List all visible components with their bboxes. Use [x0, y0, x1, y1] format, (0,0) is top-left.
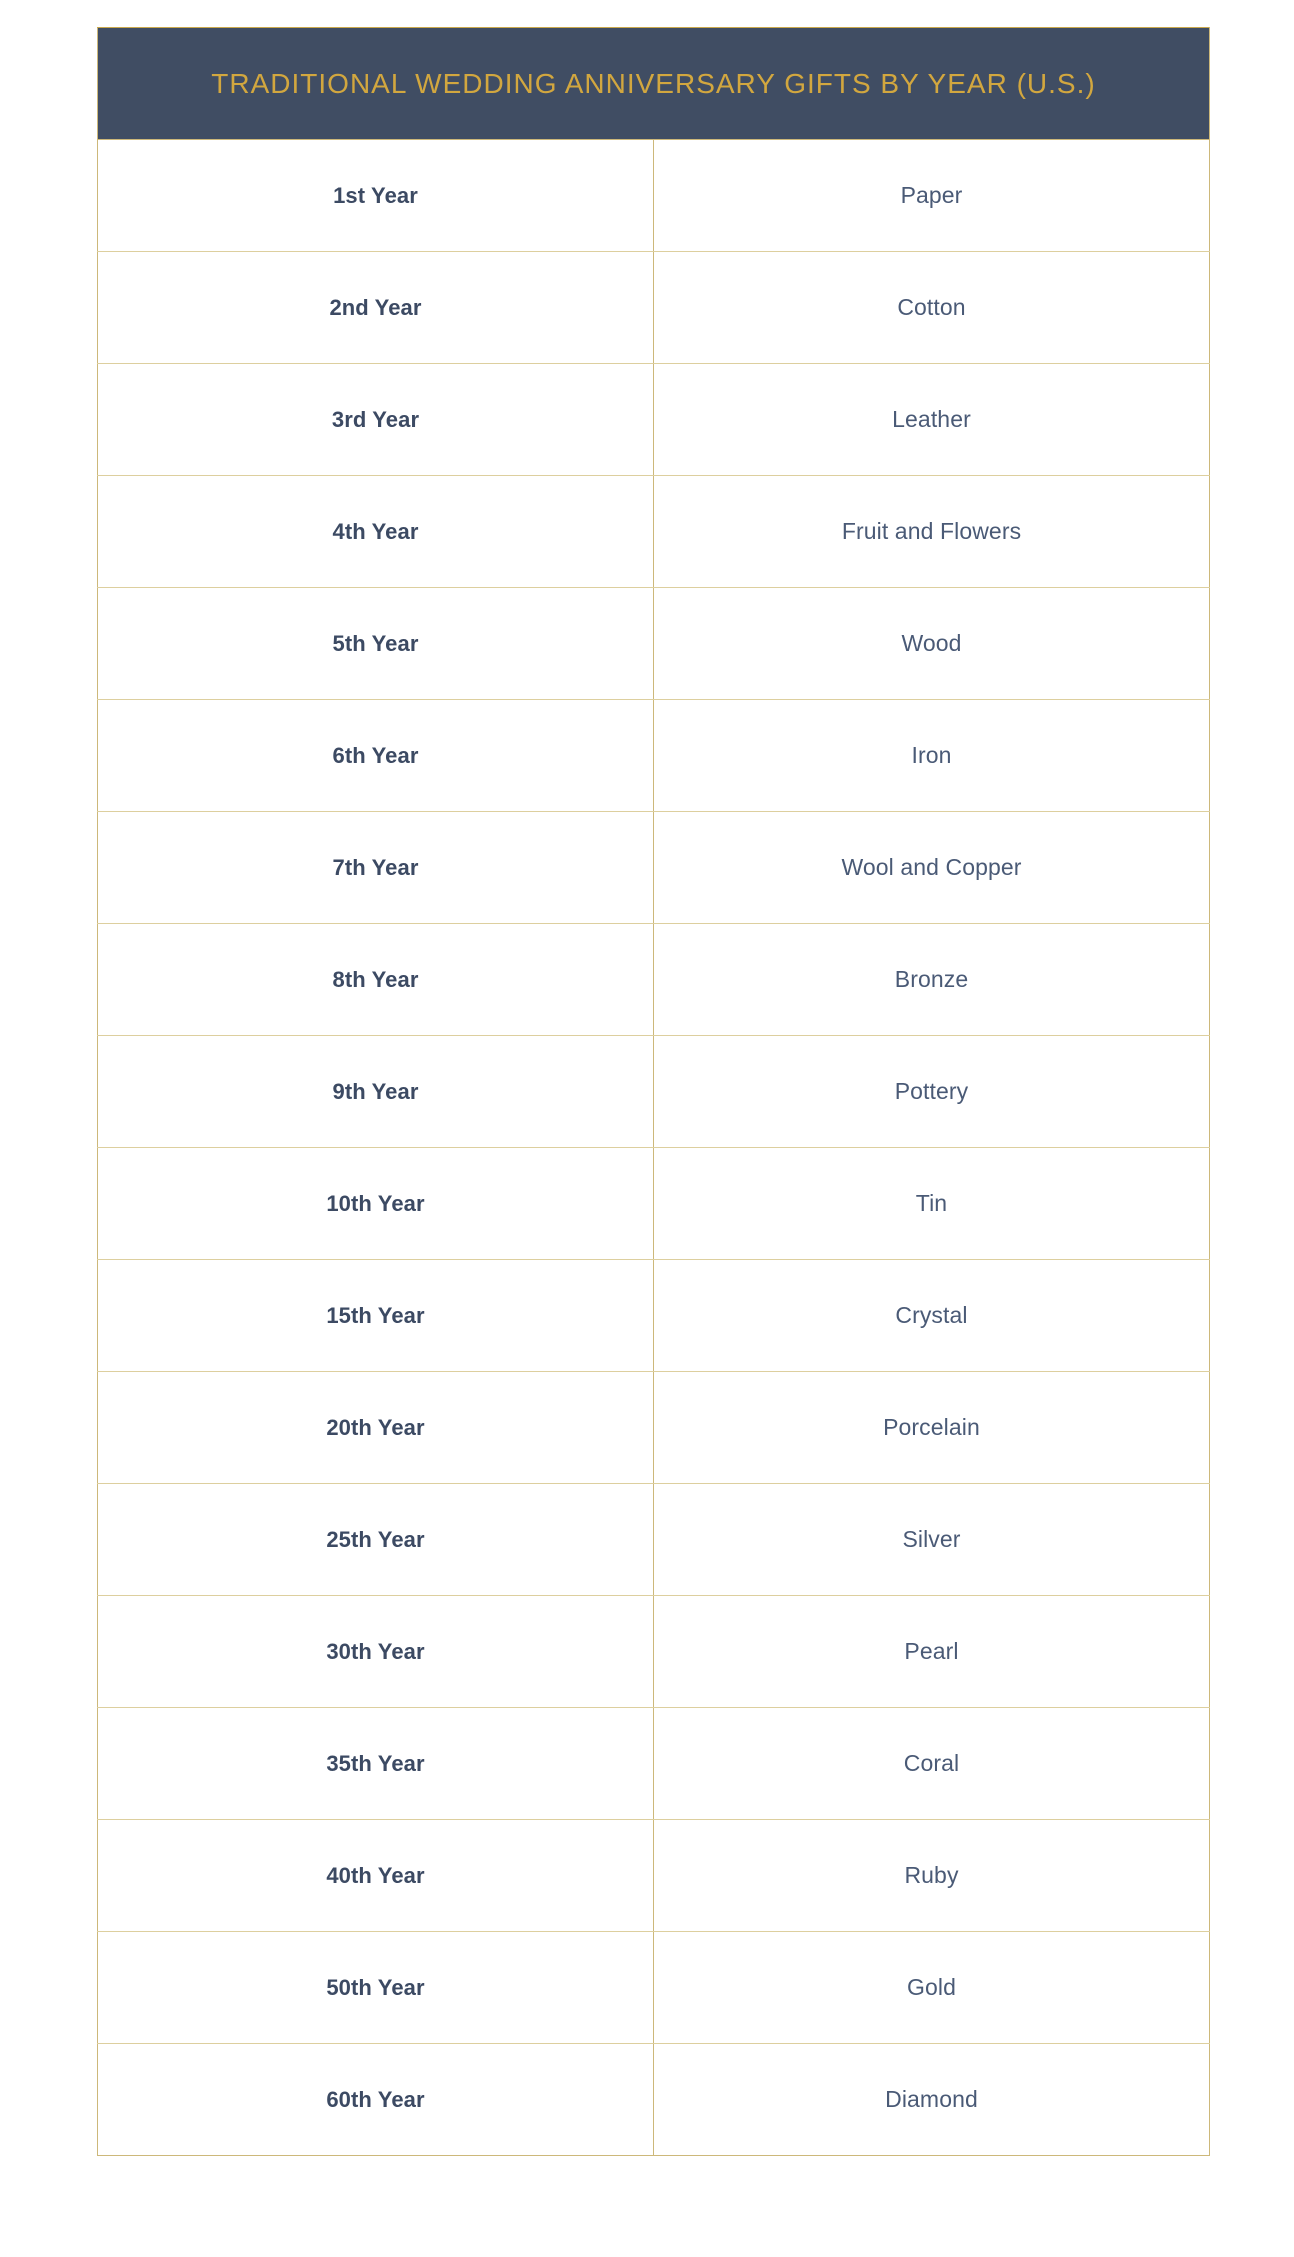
year-cell: 35th Year — [98, 1708, 654, 1820]
gift-cell: Porcelain — [654, 1372, 1210, 1484]
gift-cell: Wood — [654, 588, 1210, 700]
table-row — [98, 1260, 1210, 1372]
page-title: TRADITIONAL WEDDING ANNIVERSARY GIFTS BY YEAR (U.S.) — [211, 68, 1096, 99]
table-title-cell — [98, 28, 1210, 140]
table-row — [98, 1484, 1210, 1596]
anniversary-table-container — [97, 27, 1210, 2156]
gift-cell: Paper — [654, 140, 1210, 252]
table-row — [98, 252, 1210, 364]
gift-cell: Wool and Copper — [654, 812, 1210, 924]
gift-cell: Diamond — [654, 2044, 1210, 2156]
year-cell: 40th Year — [98, 1820, 654, 1932]
gift-cell: Pottery — [654, 1036, 1210, 1148]
gift-cell: Gold — [654, 1932, 1210, 2044]
year-cell: 15th Year — [98, 1260, 654, 1372]
year-cell: 9th Year — [98, 1036, 654, 1148]
table-row — [98, 924, 1210, 1036]
gift-cell: Tin — [654, 1148, 1210, 1260]
table-row — [98, 1708, 1210, 1820]
table-row — [98, 1932, 1210, 2044]
year-cell: 2nd Year — [98, 252, 654, 364]
table-row — [98, 140, 1210, 252]
gift-cell: Bronze — [654, 924, 1210, 1036]
year-cell: 1st Year — [98, 140, 654, 252]
year-cell: 8th Year — [98, 924, 654, 1036]
table-row — [98, 476, 1210, 588]
table-row — [98, 700, 1210, 812]
gift-cell: Pearl — [654, 1596, 1210, 1708]
gift-cell: Cotton — [654, 252, 1210, 364]
year-cell: 20th Year — [98, 1372, 654, 1484]
year-cell: 3rd Year — [98, 364, 654, 476]
table-row — [98, 1596, 1210, 1708]
year-cell: 10th Year — [98, 1148, 654, 1260]
gift-cell: Fruit and Flowers — [654, 476, 1210, 588]
year-cell: 25th Year — [98, 1484, 654, 1596]
table-row — [98, 1148, 1210, 1260]
year-cell: 50th Year — [98, 1932, 654, 2044]
table-row — [98, 2044, 1210, 2156]
table-row — [98, 1036, 1210, 1148]
year-cell: 6th Year — [98, 700, 654, 812]
table-row — [98, 364, 1210, 476]
table-body — [98, 140, 1210, 2156]
anniversary-gifts-table — [97, 27, 1210, 2156]
table-header — [98, 28, 1210, 140]
table-row — [98, 1820, 1210, 1932]
table-row — [98, 812, 1210, 924]
gift-cell: Leather — [654, 364, 1210, 476]
gift-cell: Coral — [654, 1708, 1210, 1820]
gift-cell: Crystal — [654, 1260, 1210, 1372]
year-cell: 4th Year — [98, 476, 654, 588]
gift-cell: Iron — [654, 700, 1210, 812]
year-cell: 7th Year — [98, 812, 654, 924]
table-row — [98, 1372, 1210, 1484]
year-cell: 5th Year — [98, 588, 654, 700]
gift-cell: Ruby — [654, 1820, 1210, 1932]
year-cell: 60th Year — [98, 2044, 654, 2156]
gift-cell: Silver — [654, 1484, 1210, 1596]
table-row — [98, 588, 1210, 700]
table-title-row — [98, 28, 1210, 140]
year-cell: 30th Year — [98, 1596, 654, 1708]
